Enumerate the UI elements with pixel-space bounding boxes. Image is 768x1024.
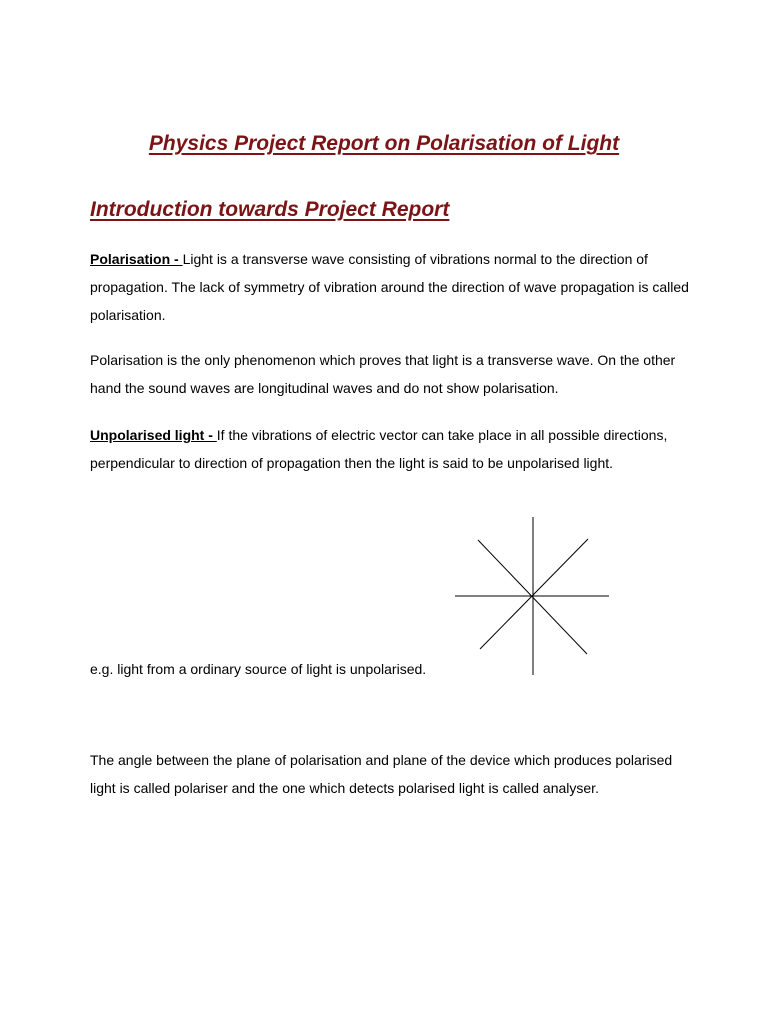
unpolarised-light-diagram: [455, 517, 611, 677]
paragraph-text: If the vibrations of electric vector can take place in all possible directions, perpendicular to direction of propagation then the light is said to be unpolarised light.: [90, 427, 668, 471]
paragraph-text: Polarisation is the only phenomenon which proves that light is a transverse wave. On the other hand the sound waves are longitudinal waves and do not show polarisation.: [90, 352, 676, 396]
paragraph-unpolarised-definition: [90, 421, 690, 477]
paragraph-polarisation-definition: [90, 245, 690, 329]
term-unpolarised-light: Unpolarised light -: [90, 427, 217, 443]
term-polarisation: Polarisation -: [90, 251, 183, 267]
paragraph-text: Light is a transverse wave consisting of vibrations normal to the direction of propagation. The lack of symmetry of vibration around the direction of wave propagation is called polarisation.: [90, 251, 689, 323]
paragraph-example: [90, 655, 690, 683]
paragraph-text: e.g. light from a ordinary source of light is unpolarised.: [90, 661, 427, 677]
paragraph-text: The angle between the plane of polarisation and plane of the device which produces polarised light is called polariser and the one which detects polarised light is called analyser.: [90, 752, 673, 796]
paragraph-polariser-analyser: [90, 746, 690, 802]
paragraph-transverse-wave: [90, 346, 690, 402]
vibration-line-diagonal-up: [480, 539, 588, 649]
document-title: Physics Project Report on Polarisation of Light: [148, 132, 620, 155]
section-heading: Introduction towards Project Report: [90, 198, 450, 221]
